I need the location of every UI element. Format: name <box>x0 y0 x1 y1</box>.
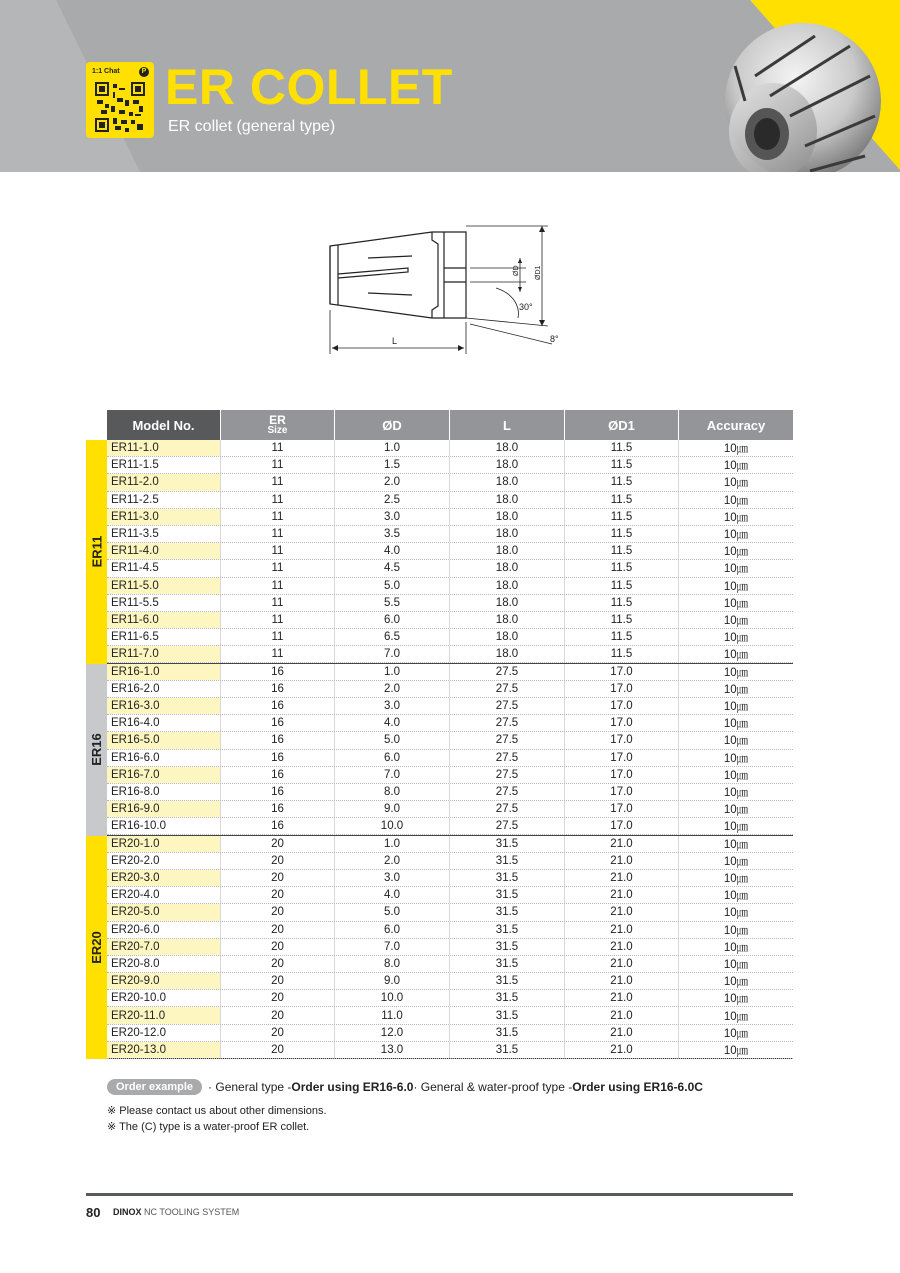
model-cell: ER20-9.0 <box>107 973 221 989</box>
accuracy-cell: 10㎛ <box>723 666 749 679</box>
table-row <box>107 732 793 749</box>
d1-cell: 21.0 <box>565 904 679 920</box>
er-size-cell: 20 <box>221 956 335 972</box>
d-cell: 10.0 <box>335 990 450 1006</box>
d1-cell: 11.5 <box>565 492 679 508</box>
table-row <box>107 543 793 560</box>
model-cell: ER11-3.0 <box>107 509 221 525</box>
d-cell: 13.0 <box>335 1042 450 1058</box>
accuracy-cell: 10㎛ <box>723 1027 749 1040</box>
model-cell: ER20-7.0 <box>107 939 221 955</box>
page-title: ER COLLET <box>165 59 453 115</box>
table-row <box>107 664 793 681</box>
label-30deg: 30° <box>519 302 533 312</box>
model-cell: ER11-1.5 <box>107 457 221 473</box>
d-cell: 7.0 <box>335 646 450 662</box>
d-cell: 1.0 <box>335 664 450 680</box>
d-cell: 8.0 <box>335 784 450 800</box>
d1-cell: 11.5 <box>565 440 679 456</box>
d-cell: 12.0 <box>335 1025 450 1041</box>
l-cell: 27.5 <box>450 664 565 680</box>
d-cell: 8.0 <box>335 956 450 972</box>
model-cell: ER20-13.0 <box>107 1042 221 1058</box>
d-cell: 3.0 <box>335 509 450 525</box>
d1-cell: 21.0 <box>565 1007 679 1023</box>
accuracy-cell: 10㎛ <box>723 941 749 954</box>
model-cell: ER16-2.0 <box>107 681 221 697</box>
l-cell: 18.0 <box>450 595 565 611</box>
model-cell: ER11-6.0 <box>107 612 221 628</box>
row-group-er16 <box>86 664 793 836</box>
accuracy-cell: 10㎛ <box>723 460 749 473</box>
table-row <box>107 595 793 612</box>
er-size-cell: 20 <box>221 973 335 989</box>
label-l: L <box>392 336 398 346</box>
table-row <box>107 1025 793 1042</box>
er-size-cell: 16 <box>221 818 335 834</box>
model-cell: ER11-6.5 <box>107 629 221 645</box>
brand-tagline: NC TOOLING SYSTEM <box>141 1207 240 1217</box>
l-cell: 31.5 <box>450 1025 565 1041</box>
table-row <box>107 509 793 526</box>
d1-cell: 21.0 <box>565 1042 679 1058</box>
l-cell: 31.5 <box>450 887 565 903</box>
d-cell: 11.0 <box>335 1007 450 1023</box>
model-cell: ER11-5.0 <box>107 578 221 594</box>
l-cell: 31.5 <box>450 956 565 972</box>
model-cell: ER20-8.0 <box>107 956 221 972</box>
note-water-proof: ※ The (C) type is a water-proof ER collet. <box>107 1121 310 1133</box>
d-cell: 9.0 <box>335 801 450 817</box>
label-d1: ØD1 <box>535 265 542 280</box>
col-d: ØD <box>335 410 450 440</box>
er-size-cell: 20 <box>221 836 335 852</box>
order-code-waterproof: Order using ER16-6.0C <box>572 1080 703 1094</box>
model-cell: ER16-8.0 <box>107 784 221 800</box>
table-row <box>107 853 793 870</box>
table-row <box>107 767 793 784</box>
group-label: ER16 <box>89 733 104 766</box>
d-cell: 2.5 <box>335 492 450 508</box>
qr-label: 1:1 Chat <box>92 68 120 75</box>
model-cell: ER20-2.0 <box>107 853 221 869</box>
er-size-cell: 11 <box>221 509 335 525</box>
table-row <box>107 818 793 835</box>
l-cell: 27.5 <box>450 801 565 817</box>
table-header <box>107 410 793 440</box>
col-er-bottom: Size <box>267 425 288 436</box>
l-cell: 27.5 <box>450 715 565 731</box>
order-code-general: Order using ER16-6.0 <box>291 1080 414 1094</box>
er-size-cell: 16 <box>221 681 335 697</box>
l-cell: 18.0 <box>450 560 565 576</box>
brand-name: DINOX <box>113 1207 142 1217</box>
d1-cell: 11.5 <box>565 578 679 594</box>
table-row <box>107 973 793 990</box>
model-cell: ER20-4.0 <box>107 887 221 903</box>
model-cell: ER11-4.5 <box>107 560 221 576</box>
er-size-cell: 11 <box>221 560 335 576</box>
model-cell: ER20-3.0 <box>107 870 221 886</box>
model-cell: ER16-10.0 <box>107 818 221 834</box>
er-size-cell: 16 <box>221 784 335 800</box>
d-cell: 4.0 <box>335 887 450 903</box>
col-er-top: ER <box>269 413 286 427</box>
accuracy-cell: 10㎛ <box>723 735 749 748</box>
accuracy-cell: 10㎛ <box>723 873 749 886</box>
col-l: L <box>450 410 565 440</box>
l-cell: 18.0 <box>450 509 565 525</box>
order-example <box>107 1079 703 1095</box>
table-row <box>107 612 793 629</box>
er-size-cell: 11 <box>221 543 335 559</box>
table-row <box>107 750 793 767</box>
d1-cell: 21.0 <box>565 1025 679 1041</box>
er-size-cell: 11 <box>221 440 335 456</box>
d-cell: 1.0 <box>335 440 450 456</box>
l-cell: 18.0 <box>450 526 565 542</box>
l-cell: 18.0 <box>450 440 565 456</box>
col-d1: ØD1 <box>565 410 679 440</box>
er-size-cell: 20 <box>221 1025 335 1041</box>
col-accuracy: Accuracy <box>679 410 793 440</box>
d1-cell: 17.0 <box>565 681 679 697</box>
d1-cell: 17.0 <box>565 750 679 766</box>
d-cell: 1.5 <box>335 457 450 473</box>
accuracy-cell: 10㎛ <box>723 701 749 714</box>
group-tab <box>86 664 107 836</box>
model-cell: ER20-10.0 <box>107 990 221 1006</box>
model-cell: ER20-11.0 <box>107 1007 221 1023</box>
accuracy-cell: 10㎛ <box>723 649 749 662</box>
d-cell: 5.5 <box>335 595 450 611</box>
l-cell: 31.5 <box>450 973 565 989</box>
page-number: 80 <box>86 1205 101 1220</box>
d-cell: 4.5 <box>335 560 450 576</box>
l-cell: 18.0 <box>450 543 565 559</box>
d1-cell: 17.0 <box>565 767 679 783</box>
table-row <box>107 578 793 595</box>
er-size-cell: 11 <box>221 578 335 594</box>
l-cell: 27.5 <box>450 698 565 714</box>
l-cell: 31.5 <box>450 939 565 955</box>
accuracy-cell: 10㎛ <box>723 683 749 696</box>
d-cell: 4.0 <box>335 715 450 731</box>
page-subtitle: ER collet (general type) <box>168 118 336 135</box>
d-cell: 7.0 <box>335 767 450 783</box>
d1-cell: 11.5 <box>565 629 679 645</box>
table-row <box>107 939 793 956</box>
accuracy-cell: 10㎛ <box>723 1044 749 1057</box>
accuracy-cell: 10㎛ <box>723 443 749 456</box>
table-row <box>107 801 793 818</box>
er-size-cell: 20 <box>221 939 335 955</box>
table-row <box>107 922 793 939</box>
table-row <box>107 836 793 853</box>
d1-cell: 21.0 <box>565 973 679 989</box>
accuracy-cell: 10㎛ <box>723 597 749 610</box>
model-cell: ER11-3.5 <box>107 526 221 542</box>
accuracy-cell: 10㎛ <box>723 546 749 559</box>
l-cell: 18.0 <box>450 457 565 473</box>
table-row <box>107 492 793 509</box>
table-row <box>107 956 793 973</box>
group-tab <box>86 836 107 1060</box>
d-cell: 5.0 <box>335 578 450 594</box>
table-row <box>107 715 793 732</box>
order-text-2: · General & water-proof type - <box>413 1080 573 1094</box>
accuracy-cell: 10㎛ <box>723 752 749 765</box>
d1-cell: 17.0 <box>565 784 679 800</box>
model-cell: ER16-4.0 <box>107 715 221 731</box>
l-cell: 27.5 <box>450 750 565 766</box>
l-cell: 18.0 <box>450 492 565 508</box>
table-row <box>107 681 793 698</box>
model-cell: ER11-2.0 <box>107 474 221 490</box>
er-size-cell: 20 <box>221 887 335 903</box>
footer-rule <box>86 1193 793 1196</box>
label-8deg: 8° <box>550 334 559 344</box>
d-cell: 9.0 <box>335 973 450 989</box>
l-cell: 27.5 <box>450 732 565 748</box>
qr-code-icon <box>95 82 145 132</box>
group-tab <box>86 440 107 664</box>
collet-dimension-diagram <box>320 218 570 368</box>
d-cell: 10.0 <box>335 818 450 834</box>
d1-cell: 21.0 <box>565 939 679 955</box>
l-cell: 27.5 <box>450 681 565 697</box>
l-cell: 31.5 <box>450 922 565 938</box>
d1-cell: 11.5 <box>565 509 679 525</box>
table-row <box>107 474 793 491</box>
footer-brand <box>113 1207 239 1217</box>
er-size-cell: 11 <box>221 526 335 542</box>
qr-chat-badge[interactable] <box>86 62 154 138</box>
er-size-cell: 11 <box>221 492 335 508</box>
d1-cell: 21.0 <box>565 956 679 972</box>
d1-cell: 17.0 <box>565 715 679 731</box>
d1-cell: 11.5 <box>565 595 679 611</box>
er-size-cell: 16 <box>221 767 335 783</box>
accuracy-cell: 10㎛ <box>723 494 749 507</box>
accuracy-cell: 10㎛ <box>723 890 749 903</box>
l-cell: 18.0 <box>450 629 565 645</box>
d-cell: 2.0 <box>335 474 450 490</box>
model-cell: ER20-12.0 <box>107 1025 221 1041</box>
l-cell: 27.5 <box>450 818 565 834</box>
row-group-er11 <box>86 440 793 664</box>
table-row <box>107 457 793 474</box>
accuracy-cell: 10㎛ <box>723 529 749 542</box>
accuracy-cell: 10㎛ <box>723 976 749 989</box>
accuracy-cell: 10㎛ <box>723 580 749 593</box>
l-cell: 31.5 <box>450 870 565 886</box>
d1-cell: 11.5 <box>565 646 679 662</box>
accuracy-cell: 10㎛ <box>723 477 749 490</box>
accuracy-cell: 10㎛ <box>723 804 749 817</box>
d-cell: 1.0 <box>335 836 450 852</box>
table-row <box>107 629 793 646</box>
d-cell: 3.0 <box>335 870 450 886</box>
d-cell: 2.0 <box>335 853 450 869</box>
accuracy-cell: 10㎛ <box>723 769 749 782</box>
d-cell: 6.0 <box>335 750 450 766</box>
d1-cell: 21.0 <box>565 887 679 903</box>
d1-cell: 21.0 <box>565 990 679 1006</box>
accuracy-cell: 10㎛ <box>723 787 749 799</box>
table-row <box>107 887 793 904</box>
d-cell: 4.0 <box>335 543 450 559</box>
table-row <box>107 904 793 921</box>
er-size-cell: 20 <box>221 922 335 938</box>
d1-cell: 11.5 <box>565 526 679 542</box>
er-size-cell: 20 <box>221 1007 335 1023</box>
accuracy-cell: 10㎛ <box>723 993 749 1006</box>
table-row <box>107 526 793 543</box>
d1-cell: 21.0 <box>565 870 679 886</box>
er-size-cell: 16 <box>221 750 335 766</box>
d-cell: 6.0 <box>335 612 450 628</box>
col-model: Model No. <box>107 410 221 440</box>
d1-cell: 11.5 <box>565 474 679 490</box>
header-band <box>0 0 900 172</box>
row-group-er20 <box>86 836 793 1060</box>
er-size-cell: 16 <box>221 664 335 680</box>
label-d: ØD <box>513 265 520 276</box>
model-cell: ER11-1.0 <box>107 440 221 456</box>
col-er-size <box>221 410 335 440</box>
accuracy-cell: 10㎛ <box>723 855 749 868</box>
d-cell: 3.5 <box>335 526 450 542</box>
table-row <box>107 870 793 887</box>
d1-cell: 21.0 <box>565 922 679 938</box>
d1-cell: 11.5 <box>565 543 679 559</box>
er-size-cell: 11 <box>221 646 335 662</box>
model-cell: ER16-5.0 <box>107 732 221 748</box>
table-row <box>107 560 793 577</box>
d-cell: 6.0 <box>335 922 450 938</box>
note-other-dimensions: ※ Please contact us about other dimensions. <box>107 1105 327 1117</box>
accuracy-cell: 10㎛ <box>723 821 749 834</box>
l-cell: 31.5 <box>450 1007 565 1023</box>
d1-cell: 11.5 <box>565 457 679 473</box>
l-cell: 31.5 <box>450 853 565 869</box>
order-text-1: · General type - <box>208 1080 292 1094</box>
accuracy-cell: 10㎛ <box>723 907 749 920</box>
qr-p-icon: P <box>139 67 149 77</box>
d-cell: 5.0 <box>335 904 450 920</box>
accuracy-cell: 10㎛ <box>723 924 749 937</box>
er-size-cell: 20 <box>221 904 335 920</box>
model-cell: ER16-3.0 <box>107 698 221 714</box>
d1-cell: 17.0 <box>565 664 679 680</box>
er-size-cell: 11 <box>221 629 335 645</box>
l-cell: 18.0 <box>450 646 565 662</box>
model-cell: ER11-4.0 <box>107 543 221 559</box>
accuracy-cell: 10㎛ <box>723 632 749 645</box>
table-row <box>107 990 793 1007</box>
d-cell: 7.0 <box>335 939 450 955</box>
model-cell: ER20-5.0 <box>107 904 221 920</box>
model-cell: ER11-5.5 <box>107 595 221 611</box>
model-cell: ER16-9.0 <box>107 801 221 817</box>
er-size-cell: 20 <box>221 870 335 886</box>
d1-cell: 17.0 <box>565 698 679 714</box>
model-cell: ER20-1.0 <box>107 836 221 852</box>
accuracy-cell: 10㎛ <box>723 1010 749 1023</box>
er-size-cell: 20 <box>221 853 335 869</box>
er-size-cell: 16 <box>221 732 335 748</box>
order-example-pill: Order example <box>107 1079 202 1095</box>
er-size-cell: 20 <box>221 1042 335 1058</box>
collet-product-image <box>715 6 885 172</box>
l-cell: 31.5 <box>450 904 565 920</box>
l-cell: 31.5 <box>450 1042 565 1058</box>
model-cell: ER11-7.0 <box>107 646 221 662</box>
d1-cell: 21.0 <box>565 853 679 869</box>
er-size-cell: 11 <box>221 457 335 473</box>
table-row <box>107 784 793 801</box>
accuracy-cell: 10㎛ <box>723 511 749 524</box>
accuracy-cell: 10㎛ <box>723 959 749 971</box>
table-row <box>107 440 793 457</box>
model-cell: ER16-7.0 <box>107 767 221 783</box>
l-cell: 31.5 <box>450 836 565 852</box>
l-cell: 18.0 <box>450 578 565 594</box>
d1-cell: 11.5 <box>565 612 679 628</box>
er-size-cell: 16 <box>221 801 335 817</box>
accuracy-cell: 10㎛ <box>723 838 749 851</box>
l-cell: 27.5 <box>450 767 565 783</box>
l-cell: 18.0 <box>450 612 565 628</box>
er-size-cell: 11 <box>221 474 335 490</box>
model-cell: ER11-2.5 <box>107 492 221 508</box>
er-size-cell: 16 <box>221 698 335 714</box>
d1-cell: 21.0 <box>565 836 679 852</box>
d1-cell: 17.0 <box>565 732 679 748</box>
d-cell: 6.5 <box>335 629 450 645</box>
model-cell: ER16-6.0 <box>107 750 221 766</box>
l-cell: 31.5 <box>450 990 565 1006</box>
er-size-cell: 11 <box>221 595 335 611</box>
table-row <box>107 646 793 663</box>
table-row <box>107 698 793 715</box>
er-size-cell: 11 <box>221 612 335 628</box>
d1-cell: 11.5 <box>565 560 679 576</box>
d1-cell: 17.0 <box>565 818 679 834</box>
l-cell: 18.0 <box>450 474 565 490</box>
d1-cell: 17.0 <box>565 801 679 817</box>
group-label: ER11 <box>89 535 104 568</box>
table-row <box>107 1042 793 1059</box>
model-cell: ER16-1.0 <box>107 664 221 680</box>
er-size-cell: 20 <box>221 990 335 1006</box>
er-size-cell: 16 <box>221 715 335 731</box>
accuracy-cell: 10㎛ <box>723 718 749 731</box>
table-row <box>107 1007 793 1024</box>
d-cell: 2.0 <box>335 681 450 697</box>
accuracy-cell: 10㎛ <box>723 563 749 576</box>
accuracy-cell: 10㎛ <box>723 614 749 627</box>
l-cell: 27.5 <box>450 784 565 800</box>
d-cell: 5.0 <box>335 732 450 748</box>
d-cell: 3.0 <box>335 698 450 714</box>
group-label: ER20 <box>89 931 104 964</box>
model-cell: ER20-6.0 <box>107 922 221 938</box>
